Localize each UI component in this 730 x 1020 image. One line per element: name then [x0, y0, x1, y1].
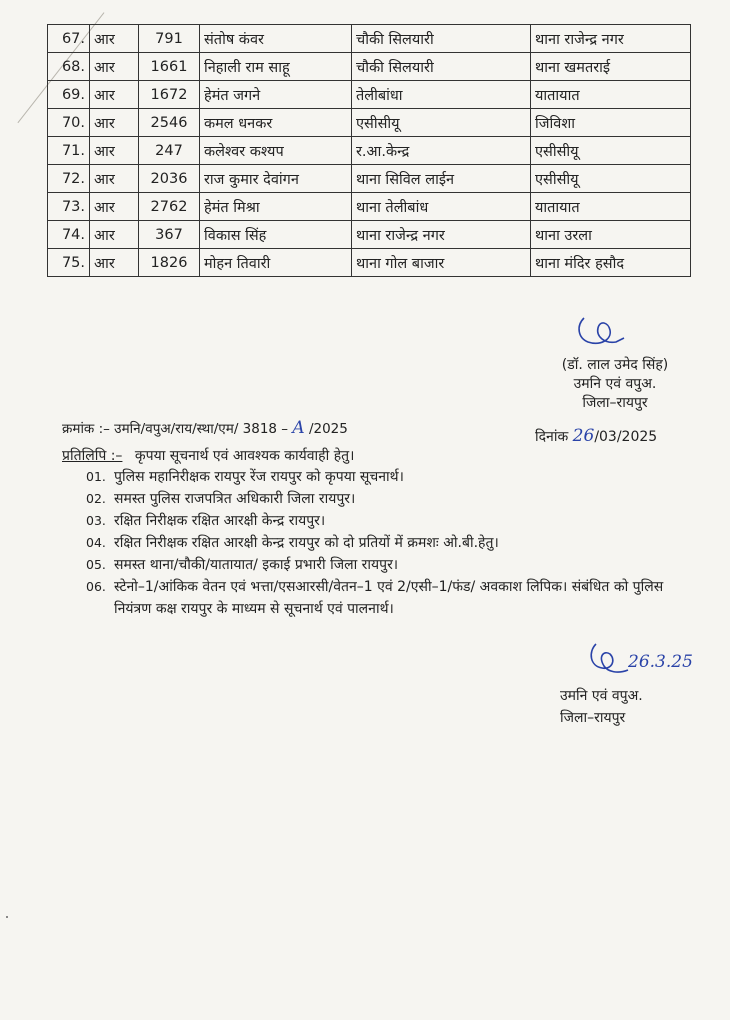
posted-from: र.आ.केन्द्र — [352, 137, 531, 165]
posted-to: थाना मंदिर हसौद — [531, 249, 691, 277]
rank: आर — [90, 193, 139, 221]
serial-number: 70. — [48, 109, 90, 137]
list-item — [86, 510, 696, 532]
serial-number: 73. — [48, 193, 90, 221]
list-item — [86, 576, 696, 620]
list-item — [86, 488, 696, 510]
badge-number: 367 — [139, 221, 200, 249]
rank: आर — [90, 25, 139, 53]
list-item — [86, 466, 696, 488]
badge-number: 2762 — [139, 193, 200, 221]
copy-purpose: कृपया सूचनार्थ एवं आवश्यक कार्यवाही हेतु। — [134, 448, 355, 464]
officer-district: जिला–रायपुर — [582, 395, 648, 411]
item-number: 05. — [86, 557, 106, 572]
item-number: 03. — [86, 513, 106, 528]
table-row — [48, 81, 691, 109]
employee-name: राज कुमार देवांगन — [200, 165, 352, 193]
badge-number: 2036 — [139, 165, 200, 193]
serial-number: 72. — [48, 165, 90, 193]
employee-name: हेमंत जगने — [200, 81, 352, 109]
item-number: 02. — [86, 491, 106, 506]
employee-name: विकास सिंह — [200, 221, 352, 249]
table-row — [48, 193, 691, 221]
item-text: समस्त पुलिस राजपत्रित अधिकारी जिला रायपुर। — [114, 491, 356, 507]
badge-number: 1826 — [139, 249, 200, 277]
posted-to: एसीसीयू — [531, 165, 691, 193]
rank: आर — [90, 81, 139, 109]
posted-to: थाना उरला — [531, 221, 691, 249]
copy-label: प्रतिलिपि :– — [62, 448, 123, 464]
handwritten-sign-date: 26.3.25 — [628, 652, 693, 672]
posted-from: एसीसीयू — [352, 109, 531, 137]
table-row — [48, 137, 691, 165]
copy-heading — [62, 446, 354, 465]
serial-number: 75. — [48, 249, 90, 277]
badge-number: 247 — [139, 137, 200, 165]
posted-from: थाना तेलीबांध — [352, 193, 531, 221]
list-item — [86, 554, 696, 576]
posted-from: थाना सिविल लाईन — [352, 165, 531, 193]
posted-to: थाना राजेन्द्र नगर — [531, 25, 691, 53]
item-text: स्टेनो–1/आंकिक वेतन एवं भत्ता/एसआरसी/वेतन–1 एवं 2/एसी–1/फंड/ अवकाश लिपिक। संबंधित को पुलिस नियंत्रण कक्ष रायपुर के माध्यम से सूचनार्थ एवं पालनार्थ। — [114, 579, 664, 617]
employee-name: कलेश्वर कश्यप — [200, 137, 352, 165]
item-text: रक्षित निरीक्षक रक्षित आरक्षी केन्द्र रायपुर। — [114, 513, 326, 529]
initial-signature — [586, 640, 632, 680]
serial-number: 67. — [48, 25, 90, 53]
item-text: समस्त थाना/चौकी/यातायात/ इकाई प्रभारी जिला रायपुर। — [114, 557, 399, 573]
officer-signature — [570, 312, 630, 352]
posted-to: यातायात — [531, 81, 691, 109]
badge-number: 1672 — [139, 81, 200, 109]
employee-name: निहाली राम साहू — [200, 53, 352, 81]
item-number: 01. — [86, 469, 106, 484]
rank: आर — [90, 137, 139, 165]
posted-from: तेलीबांधा — [352, 81, 531, 109]
rank: आर — [90, 221, 139, 249]
transfer-table — [47, 24, 691, 277]
posted-to: जिविशा — [531, 109, 691, 137]
posted-from: थाना गोल बाजार — [352, 249, 531, 277]
copy-list — [86, 466, 696, 620]
officer-name: (डॉ. लाल उमेद सिंह) — [561, 357, 669, 373]
table-row — [48, 109, 691, 137]
posted-to: यातायात — [531, 193, 691, 221]
memo-reference: क्रमांक :– उमनि/वपुअ/राय/स्था/एम/ 3818 – A /2025 — [62, 418, 348, 438]
table-row — [48, 221, 691, 249]
table-row — [48, 249, 691, 277]
table-row — [48, 25, 691, 53]
table-row — [48, 53, 691, 81]
item-text: पुलिस महानिरीक्षक रायपुर रेंज रायपुर को कृपया सूचनार्थ। — [114, 469, 404, 485]
posted-from: चौकी सिलयारी — [352, 25, 531, 53]
item-text: रक्षित निरीक्षक रक्षित आरक्षी केन्द्र रायपुर को दो प्रतियों में क्रमशः ओ.बी.हेतु। — [114, 535, 499, 551]
employee-name: हेमंत मिश्रा — [200, 193, 352, 221]
employee-name: कमल धनकर — [200, 109, 352, 137]
designation-2: उमनि एवं वपुअ. — [560, 688, 643, 704]
serial-number: 74. — [48, 221, 90, 249]
item-number: 06. — [86, 579, 106, 594]
serial-number: 69. — [48, 81, 90, 109]
speck — [6, 916, 8, 918]
serial-number: 71. — [48, 137, 90, 165]
serial-number: 68. — [48, 53, 90, 81]
rank: आर — [90, 249, 139, 277]
rank: आर — [90, 165, 139, 193]
rank: आर — [90, 109, 139, 137]
employee-name: संतोष कंवर — [200, 25, 352, 53]
table-row — [48, 165, 691, 193]
handwritten-ref: A — [292, 418, 305, 438]
badge-number: 791 — [139, 25, 200, 53]
list-item — [86, 532, 696, 554]
badge-number: 2546 — [139, 109, 200, 137]
posted-from: चौकी सिलयारी — [352, 53, 531, 81]
posted-to: एसीसीयू — [531, 137, 691, 165]
signature-block — [542, 356, 688, 413]
posted-to: थाना खमतराई — [531, 53, 691, 81]
posted-from: थाना राजेन्द्र नगर — [352, 221, 531, 249]
item-number: 04. — [86, 535, 106, 550]
district-2: जिला–रायपुर — [560, 710, 626, 726]
employee-name: मोहन तिवारी — [200, 249, 352, 277]
signature-block-2 — [560, 685, 643, 729]
handwritten-date: 26 — [572, 426, 595, 446]
officer-designation: उमनि एवं वपुअ. — [573, 376, 657, 392]
badge-number: 1661 — [139, 53, 200, 81]
rank: आर — [90, 53, 139, 81]
memo-date: दिनांक 26/03/2025 — [535, 426, 658, 446]
